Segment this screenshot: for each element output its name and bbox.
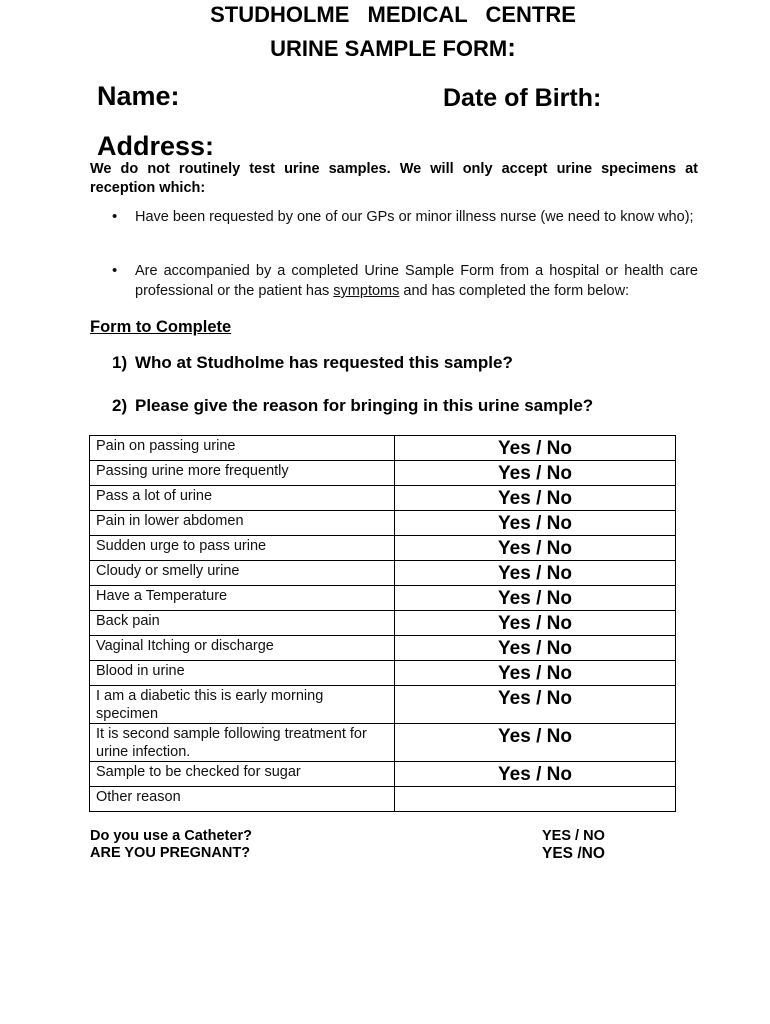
name-label: Name: bbox=[97, 81, 180, 111]
bullet-item-accompanied bbox=[112, 261, 698, 301]
form-title-line2 bbox=[0, 34, 770, 62]
question-text: Who at Studholme has requested this sample? bbox=[135, 353, 513, 372]
table-row bbox=[90, 536, 676, 561]
table-row bbox=[90, 661, 676, 686]
bullet-text-pre: Are accompanied by a completed Urine Sample Form from a hospital or health care professional or the patient has bbox=[135, 263, 698, 299]
date-of-birth-label: Date of Birth: bbox=[443, 84, 602, 112]
yes-no-option[interactable]: Yes / No bbox=[395, 661, 676, 686]
reason-label: Pain on passing urine bbox=[90, 436, 395, 461]
reason-label: Back pain bbox=[90, 611, 395, 636]
question-number: 1) bbox=[112, 353, 128, 372]
bullet-icon: • bbox=[112, 208, 118, 225]
yes-no-option[interactable]: Yes / No bbox=[395, 436, 676, 461]
reason-label: It is second sample following treatment for urine infection. bbox=[90, 724, 395, 762]
yes-no-option[interactable]: Yes / No bbox=[395, 536, 676, 561]
table-row bbox=[90, 511, 676, 536]
reason-label: Sudden urge to pass urine bbox=[90, 536, 395, 561]
yes-no-option[interactable]: Yes / No bbox=[395, 636, 676, 661]
intro-paragraph: We do not routinely test urine samples. We will only accept urine specimens at reception which: bbox=[90, 161, 698, 196]
reason-label: Passing urine more frequently bbox=[90, 461, 395, 486]
form-title-line1: STUDHOLME MEDICAL CENTRE bbox=[210, 2, 576, 27]
reason-label: Blood in urine bbox=[90, 661, 395, 686]
form-title-text: URINE SAMPLE FORM bbox=[270, 36, 508, 61]
table-row bbox=[90, 636, 676, 661]
yes-no-option[interactable]: Yes / No bbox=[395, 461, 676, 486]
reason-label: Have a Temperature bbox=[90, 586, 395, 611]
bullet-icon: • bbox=[112, 262, 118, 279]
catheter-row bbox=[90, 828, 650, 845]
table-row bbox=[90, 724, 676, 762]
table-row bbox=[90, 762, 676, 787]
other-reason-field[interactable] bbox=[395, 787, 676, 812]
symptoms-link[interactable]: symptoms bbox=[333, 283, 400, 299]
address-label: Address: bbox=[97, 131, 215, 161]
yes-no-option[interactable]: Yes / No bbox=[395, 511, 676, 536]
yes-no-option[interactable]: Yes / No bbox=[395, 586, 676, 611]
table-row bbox=[90, 486, 676, 511]
catheter-question: Do you use a Catheter? bbox=[90, 828, 252, 844]
form-title-colon: : bbox=[507, 32, 516, 62]
yes-no-option[interactable]: Yes / No bbox=[395, 762, 676, 787]
table-row bbox=[90, 686, 676, 724]
pregnant-yes-no-option[interactable]: YES /NO bbox=[542, 845, 605, 862]
yes-no-option[interactable]: Yes / No bbox=[395, 561, 676, 586]
question-text: Please give the reason for bringing in this urine sample? bbox=[135, 396, 594, 415]
table-row bbox=[90, 586, 676, 611]
reasons-table bbox=[89, 435, 676, 812]
question-1 bbox=[112, 353, 513, 373]
reason-label: Sample to be checked for sugar bbox=[90, 762, 395, 787]
table-row bbox=[90, 561, 676, 586]
reason-label: Pain in lower abdomen bbox=[90, 511, 395, 536]
pregnant-question: ARE YOU PREGNANT? bbox=[90, 845, 251, 861]
reason-label: Cloudy or smelly urine bbox=[90, 561, 395, 586]
table-row bbox=[90, 436, 676, 461]
bullet-item-requested bbox=[112, 207, 698, 227]
pregnant-row bbox=[90, 845, 650, 862]
yes-no-option[interactable]: Yes / No bbox=[395, 611, 676, 636]
yes-no-option[interactable]: Yes / No bbox=[395, 686, 676, 724]
bullet-text-post: and has completed the form below: bbox=[399, 283, 630, 299]
table-row bbox=[90, 461, 676, 486]
bullet-text: Have been requested by one of our GPs or minor illness nurse (we need to know who); bbox=[135, 209, 694, 225]
table-row bbox=[90, 611, 676, 636]
reason-label: Other reason bbox=[90, 787, 395, 812]
question-2 bbox=[112, 396, 593, 416]
reason-label: Vaginal Itching or discharge bbox=[90, 636, 395, 661]
catheter-yes-no-option[interactable]: YES / NO bbox=[542, 828, 605, 844]
reason-label: Pass a lot of urine bbox=[90, 486, 395, 511]
reason-label: I am a diabetic this is early morning specimen bbox=[90, 686, 395, 724]
yes-no-option[interactable]: Yes / No bbox=[395, 724, 676, 762]
question-number: 2) bbox=[112, 396, 128, 415]
table-row bbox=[90, 787, 676, 812]
section-title: Form to Complete bbox=[90, 318, 232, 336]
yes-no-option[interactable]: Yes / No bbox=[395, 486, 676, 511]
bullet-text bbox=[135, 261, 698, 301]
